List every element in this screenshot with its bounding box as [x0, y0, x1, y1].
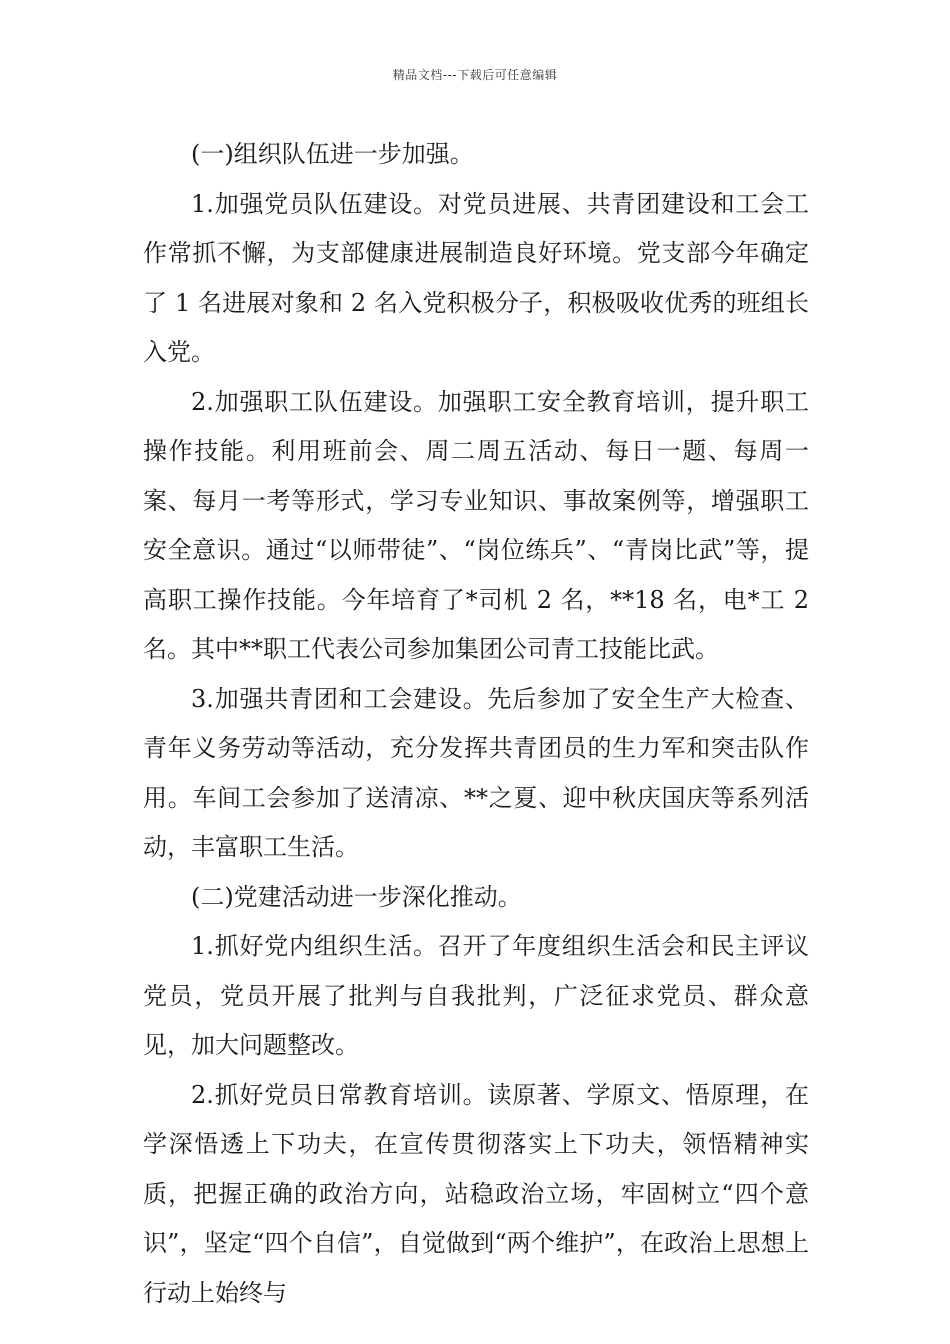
- document-body: [143, 130, 809, 1318]
- paragraph-member-education: 2.抓好党员日常教育培训。读原著、学原文、悟原理，在学深悟透上下功夫，在宣传贯彻落实上下功夫，领悟精神实质，把握正确的政治方向，站稳政治立场，牢固树立“四个意识”，坚定“四个自信”，自觉做到“两个维护”，在政治上思想上行动上始终与: [143, 1080, 809, 1307]
- paragraph-organization-life: 1.抓好党内组织生活。召开了年度组织生活会和民主评议党员，党员开展了批判与自我批判，广泛征求党员、群众意见，加大问题整改。: [143, 932, 809, 1059]
- page-header: 精品文档---下载后可任意编辑: [392, 68, 558, 82]
- paragraph-staff-team: 2.加强职工队伍建设。加强职工安全教育培训，提升职工操作技能。利用班前会、周二周五活动、每日一题、每周一案、每月一考等形式，学习专业知识、事故案例等，增强职工安全意识。通过“以师带徒”、“岗位练兵”、“青岗比武”等，提高职工操作技能。今年培育了*司机 2 名，**18 名，电*工 2 名。其中**职工代表公司参加集团公司青工技能比武。: [143, 387, 809, 663]
- section-heading-organization: (一)组织队伍进一步加强。: [191, 140, 474, 168]
- paragraph-youth-league-union: 3.加强共青团和工会建设。先后参加了安全生产大检查、青年义务劳动等活动，充分发挥共青团员的生力军和突击队作用。车间工会参加了送清凉、**之夏、迎中秋庆国庆等系列活动，丰富职工生活。: [143, 684, 809, 861]
- paragraph-party-member-team: 1.加强党员队伍建设。对党员进展、共青团建设和工会工作常抓不懈，为支部健康进展制造良好环境。党支部今年确定了 1 名进展对象和 2 名入党积极分子，积极吸收优秀的班组长入党。: [143, 189, 809, 366]
- section-heading-party-activities: (二)党建活动进一步深化推动。: [191, 882, 522, 911]
